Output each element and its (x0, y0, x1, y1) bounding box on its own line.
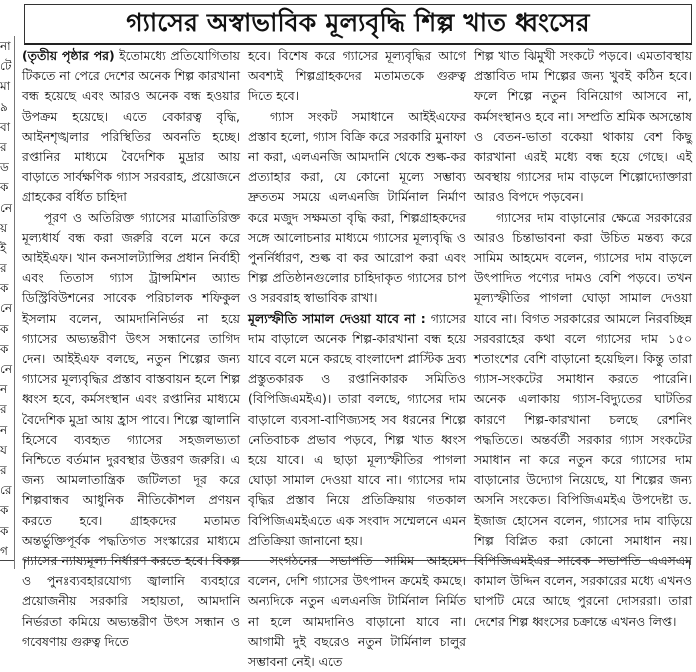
divider (0, 560, 14, 561)
edge-fragment: য (0, 442, 7, 457)
edge-fragment: র (0, 462, 7, 477)
edge-fragment: ক (0, 503, 9, 518)
subheading: মূল্যস্ফীতি সামাল দেওয়া যাবে না : (248, 310, 426, 326)
paragraph: শিল্প খাত ঝিমুখী সংকটে পড়বে। এমতাবস্থায় প্রস্তাবিত দাম শিল্পের জন্য খুবই কঠিন হবে। ফলে শিল্পে নতুন বিনিয়োগ আসবে না, কর্মসংস্থানও হবে না। সম্প্রতি শ্রমিক অসন্তোষ ও বেতন-ভাতা বকেয়া থাকায় বেশ কিছু কারখানা এরই মধ্যে বন্ধ হয়ে গেছে। এই অবস্থায় গ্যাসের দাম বাড়লে শিল্পোদ্যোক্তারা আরও বিপদে পড়বেন। (474, 48, 692, 205)
edge-fragment: র (0, 261, 7, 276)
paragraph: (তৃতীয় পৃষ্ঠার পর) ইতোমধ্যে প্রতিযোগিতায় টিকতে না পেরে দেশের অনেক শিল্প কারখানা বন্ধ হয়েছে এবং আরও অনেক বন্ধ হওয়ার উপক্রম হয়েছে। এতে বেকারত্ব বৃদ্ধি, আইনশৃঙ্খলার পরিস্থিতির অবনতি হচ্ছে। রপ্তানির মাধ্যমে বৈদেশিক মুদ্রার আয় বাড়াতে সার্বক্ষণিক গ্যাস সরবরাহ, প্রয়োজনে গ্রাহকের বর্ধিত চাহিদা (22, 48, 240, 205)
edge-fragment: না (0, 39, 11, 53)
edge-fragment: ক (0, 180, 9, 195)
edge-fragment: বা (0, 119, 11, 134)
article-column-1 (22, 46, 240, 649)
edge-fragment: ৯ (0, 99, 8, 114)
edge-fragment: ন (0, 382, 8, 397)
paragraph: পূরণ ও অতিরিক্ত গ্যাসের মাত্রাতিরিক্ত মূল্যধার্য বন্ধ করা জরুরি বলে মনে করে আইইএফ। খান কনসালট্যান্সির প্রধান নির্বাহী এবং তিতাস গ্যাস ট্রান্সমিশন অ্যান্ড ডিস্ট্রিবিউশনের সাবেক পরিচালক শফিকুল ইসলাম বলেন, আমদানিনির্ভর না হয়ে গ্যাসের অভ্যন্তরীণ উৎস সন্ধানের তাগিদ দেন। আইইএফ বলছে, নতুন শিল্পের জন্য গ্যাসের মূল্যবৃদ্ধির প্রস্তাব বাস্তবায়ন হলে শিল্প ধ্বংস হবে, কর্মসংস্থান এবং রপ্তানির মাধ্যমে বৈদেশিক মুদ্রা আয় হ্রাস পাবে। শিল্পে জ্বালানি হিসেবে ব্যবহৃত গ্যাসের সহজলভ্যতা নিশ্চিতে বর্তমান দুরবস্থার উত্তরণ জরুরি। এ জন্য আমলাতান্ত্রিক জটিলতা দূর করে শিল্পবান্ধব আধুনিক নীতিকৌশল প্রণয়ন করতে হবে। গ্রাহকদের মতামত অন্তর্ভুক্তিপূর্বক পদ্ধতিগত সংস্কারের মাধ্যমে গ্যাসের ন্যায্যমূল্য নির্ধারণ করতে হবে। বিকল্প ও পুনঃব্যবহারযোগ্য জ্বালানি ব্যবহারে প্রয়োজনীয় সরকারি সহায়তা, আমদানি নির্ভরতা কমিয়ে অভ্যন্তরীণ উৎস সন্ধান ও গবেষণায় গুরুত্ব দিতে (22, 209, 240, 649)
paragraph: হবে। বিশেষ করে গ্যাসের মূল্যবৃদ্ধির আগে অবশ্যই শিল্পগ্রাহকদের মতামতকে গুরুত্ব দিতে হবে। (248, 48, 466, 104)
edge-fragment: নে (0, 362, 13, 376)
divider (24, 560, 690, 561)
divider (689, 560, 690, 569)
continuation-marker: (তৃতীয় পৃষ্ঠার পর) (22, 48, 115, 63)
headline-box (24, 4, 692, 45)
edge-fragment: টে (0, 59, 12, 74)
paragraph: গ্যাসের দাম বাড়ানোর ক্ষেত্রে সরকারের আরও চিন্তাভাবনা করা উচিত মন্তব্য করে সামিম আহমেদ বলেন, গ্যাসের দাম বাড়লে উৎপাদিত পণ্যের দামও বেশি পড়বে। তখন মূল্যস্ফীতির পাগলা ঘোড়া সামাল দেওয়া যাবে না। বিগত সরকারের আমলে নিরবচ্ছিন্ন সরবরাহের কথা বলে গ্যাসের দাম ১৫০ শতাংশের বেশি বাড়ানো হয়েছিল। কিন্তু তারা গ্যাস-সংকটের সমাধান করতে পারেনি। অনেক এলাকায় গ্যাস-বিদ্যুতের ঘাটতির কারণে শিল্প-কারখানা চলছে রেশনিং পদ্ধতিতে। অন্তর্বর্তী সরকার গ্যাস সংকটের সমাধান না করে নতুন করে গ্যাসের দাম বাড়ানোর উদ্যোগ নিয়েছে, যা শিল্পের জন্য অসনি সংকেত। বিপিজিএমইএ উপদেষ্টা ড. ইজাজ হোসেন বলেন, গ্যাসের দাম বাড়িয়ে শিল্প বিপ্লিত করা কোনো সমাধান নয়। বিপিজিএমইএর সাবেক সভাপতি এএসএম কামাল উদ্দিন বলেন, সরকারের মধ্যে এখনও ঘাপটি মেরে আছে পুরনো দোসররা। তারা দেশের শিল্প ধ্বংসের চক্রান্তে এখনও লিপ্ত। (474, 209, 692, 629)
edge-fragment: নে (0, 301, 13, 316)
article-column-2 (248, 46, 466, 670)
edge-fragment: ক (0, 321, 9, 336)
adjacent-article-edge (0, 36, 15, 569)
divider (24, 560, 25, 569)
edge-fragment: ন (0, 422, 8, 437)
paragraph: সংগঠনের সভাপতি সামিম আহমেদ বলেন, দেশি গ্যাসের উৎপাদন ক্রমেই কমছে। অন্যদিকে নতুন এলএনজি টার্মিনাল নির্মিত না হলে আমদানিও বাড়ানো যাবে না। আগামী দুই বছরেও নতুন টার্মিনাল চালুর সম্ভাবনা নেই। এতে (248, 553, 466, 670)
edge-fragment: র (0, 402, 7, 417)
edge-fragment: নে (0, 200, 13, 215)
paragraph: গ্যাস সংকট সমাধানে আইইএফের প্রস্তাব হলো, গ্যাস বিক্রি করে সরকারি মুনাফা না করা, এলএনজি আমদানি থেকে শুল্ক-কর প্রত্যাহার করা, যে কোনো মূল্যে সম্ভাব্য দ্রুততম সময়ে এলএনজি টার্মিনাল নির্মাণ করে মজুদ সক্ষমতা বৃদ্ধি করা, শিল্পগ্রাহকদের সঙ্গে আলোচনার মাধ্যমে গ্যাসের মূল্যবৃদ্ধি ও পুনর্নির্ধারণ, শুল্ক বা কর আরোপ করা এবং শিল্প প্রতিষ্ঠানগুলোর চাহিদাকৃত গ্যাসের চাপ ও সরবরাহ স্বাভাবিক রাখা। (248, 108, 466, 306)
edge-fragment: ই (0, 240, 7, 255)
edge-fragment: ক (0, 281, 9, 296)
edge-fragment: গ (0, 543, 8, 558)
headline: গ্যাসের অস্বাভাবিক মূল্যবৃদ্ধি শিল্প খাত ধ্বংসের (126, 7, 590, 37)
edge-fragment: ক (0, 523, 9, 538)
article-body (22, 46, 692, 670)
edge-fragment: র (0, 139, 7, 154)
edge-fragment: রে (0, 483, 12, 498)
paragraph: মূল্যস্ফীতি সামাল দেওয়া যাবে না : গ্যাসের দাম বাড়ালে অনেক শিল্প-কারখানা বন্ধ হয়ে যাবে বলে মনে করছে বাংলাদেশ প্লাস্টিক দ্রব্য প্রস্তুতকারক ও রপ্তানিকারক সমিতিও (বিপিজিএমইএ)। তারা বলছে, গ্যাসের দাম বাড়ালে ব্যবসা-বাণিজ্যসহ সব ধরনের শিল্পে নেতিবাচক প্রভাব পড়বে, শিল্প খাত ধ্বংস হয়ে যাবে। এ ছাড়া মূল্যস্ফীতির পাগলা ঘোড়া সামাল দেওয়া যাবে না। গ্যাসের দাম বৃদ্ধির প্রস্তাব নিয়ে প্রতিক্রিয়ায় গতকাল বিপিজিএমইএতে এক সংবাদ সম্মেলনে এমন প্রতিক্রিয়া জানানো হয়। (248, 310, 466, 548)
edge-fragment: য় (0, 220, 8, 235)
article-column-3 (474, 46, 692, 629)
edge-fragment: ড (0, 160, 9, 175)
edge-fragment: মা (0, 79, 11, 94)
edge-fragment: ক (0, 341, 9, 356)
